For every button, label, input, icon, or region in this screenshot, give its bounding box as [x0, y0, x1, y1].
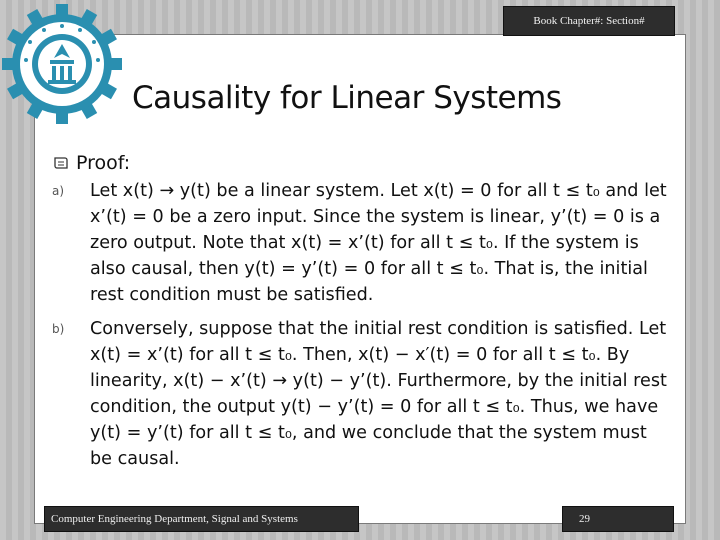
- chapter-header: [503, 6, 675, 36]
- slide-body: [52, 152, 672, 480]
- university-emblem-icon: [0, 2, 124, 126]
- slide-title: Causality for Linear Systems: [132, 80, 562, 116]
- page-number: 29: [579, 513, 590, 525]
- proof-label: Proof:: [76, 152, 131, 174]
- item-marker: a): [52, 184, 65, 198]
- item-text: Let x(t) → y(t) be a linear system. Let x(t) = 0 for all t ≤ t₀ and let x’(t) = 0 be a zero input. Since the system is linear, y’(t) = 0 is a zero output. Note that x(t) = x’(t) for all t ≤ t₀. If the system is also causal, then y(t) = y’(t) = 0 for all t ≤ t₀. That is, the initial rest condition must be satisfied.: [90, 181, 667, 305]
- footer-page-number: [562, 506, 674, 532]
- item-text: Conversely, suppose that the initial rest condition is satisfied. Let x(t) = x’(t) for all t ≤ t₀. Then, x(t) − x′(t) = 0 for all t ≤ t₀. By linearity, x(t) − x’(t) → y(t) − y’(t). Furthermore, by the initial rest condition, the output y(t) − y’(t) = 0 for all t ≤ t₀. Thus, we have y(t) = y’(t) for all t ≤ t₀, and we conclude that the system must be causal.: [90, 319, 667, 469]
- proof-heading: [52, 152, 672, 174]
- list-item: [52, 178, 672, 308]
- item-marker: b): [52, 322, 65, 336]
- scroll-bullet-icon: [52, 154, 70, 172]
- list-item: [52, 316, 672, 472]
- footer-department-label: Computer Engineering Department, Signal and Systems: [51, 513, 298, 525]
- chapter-label: Book Chapter#: Section#: [533, 15, 645, 27]
- footer-department: [44, 506, 359, 532]
